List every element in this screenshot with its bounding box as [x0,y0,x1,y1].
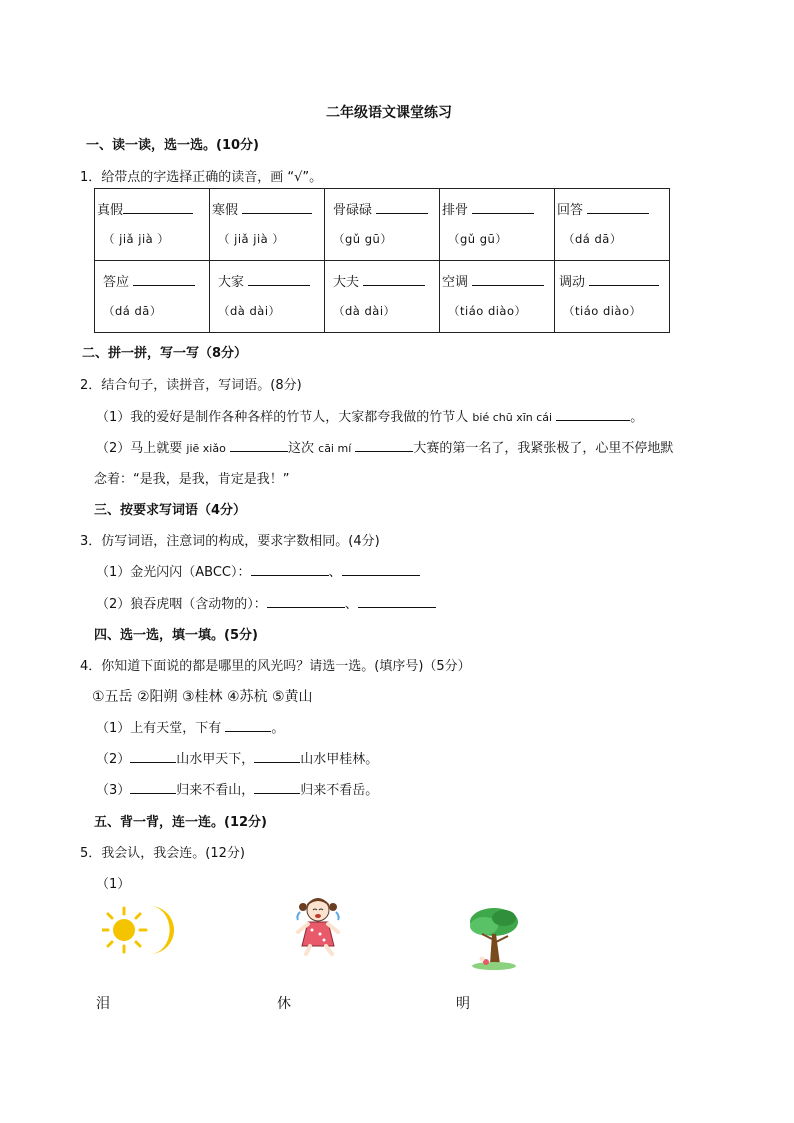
q4-l2-mid: 山水甲天下， [176,752,255,767]
q4-line-1 [96,717,284,736]
cell-pinyin: （dá dā） [563,232,622,246]
section-3-heading: 三、按要求写词语（4分） [94,503,247,518]
q2-s2-end: 大赛的第一名了，我紧张极了，心里不停地默 [413,441,674,456]
cell-pinyin: （ jiǎ jià ） [218,232,285,246]
q2-s2-pinyin-1: jiē xiǎo [186,442,226,455]
table-cell [440,189,555,261]
q3-item-2 [96,593,436,612]
q5-char-1[interactable]: 泪 [96,996,110,1012]
moon-icon [150,906,174,954]
cell-word: 调动 [559,275,586,290]
table-cell [325,189,440,261]
answer-blank[interactable] [225,731,271,732]
q5-prompt: 5．我会认，我会连。(12分) [80,846,245,861]
q4-line-3 [96,779,378,798]
q2-s2-pinyin-2: cāi mí [318,442,352,455]
table-cell [325,261,440,333]
answer-blank[interactable] [230,451,288,452]
cell-pinyin: （tiáo diào） [563,304,642,318]
answer-blank[interactable] [130,762,176,763]
q4-options: ①五岳 ②阳朔 ③桂林 ④苏杭 ⑤黄山 [92,689,313,705]
q1-prompt: 1．给带点的字选择正确的读音，画 “√”。 [80,170,323,185]
table-cell [440,261,555,333]
q4-l3-mid: 归来不看山， [176,783,255,798]
answer-blank[interactable] [254,793,300,794]
q4-l2-start: （2） [96,752,131,767]
crying-girl-picture[interactable] [288,896,348,958]
q2-sentence-1 [96,406,643,425]
q5-char-2[interactable]: 休 [277,996,291,1012]
cell-word: 回答 [557,203,584,218]
table-cell [555,189,670,261]
cell-word: 大夫 [333,275,360,290]
answer-blank[interactable] [267,607,345,608]
table-cell [210,189,325,261]
q5-char-3[interactable]: 明 [456,996,470,1012]
section-2-heading: 二、拼一拼，写一写（8分） [82,346,248,361]
q4-line-2 [96,748,378,767]
page-title: 二年级语文课堂练习 [326,105,452,121]
answer-blank[interactable] [342,575,420,576]
answer-blank[interactable] [254,762,300,763]
table-cell [555,261,670,333]
cell-word: 排骨 [442,203,469,218]
table-row [95,261,670,333]
answer-blank[interactable] [251,575,329,576]
q2-prompt: 2．结合句子，读拼音，写词语。(8分) [80,378,302,393]
cell-pinyin: （tiáo diào） [448,304,527,318]
table-cell [95,189,210,261]
q2-s1-end: 。 [630,410,644,425]
cell-pinyin: （dá dā） [103,304,162,318]
cell-pinyin: （ jiǎ jià ） [103,232,170,246]
q5-sub-label: （1） [96,877,131,892]
cell-word: 骨碌碌 [333,203,373,218]
pronunciation-table [94,188,670,333]
q4-l3-end: 归来不看岳。 [300,783,379,798]
table-row [95,189,670,261]
cell-pinyin: （gǔ gū） [333,232,393,246]
cell-pinyin: （dà dài） [218,304,281,318]
answer-blank[interactable] [556,420,630,421]
separator: 、 [344,597,358,612]
q4-l1-end: 。 [271,721,285,736]
q3-item-2-label: （2）狼吞虎咽（含动物的）： [96,597,267,612]
section-5-heading: 五、背一背，连一连。(12分) [94,815,267,830]
q3-item-1-label: （1）金光闪闪（ABCC）： [96,565,251,580]
girl-icon [297,898,338,954]
table-cell [95,261,210,333]
q4-prompt: 4．你知道下面说的都是哪里的风光吗？请选一选。(填序号)（5分） [80,659,471,674]
table-cell [210,261,325,333]
answer-blank[interactable] [358,607,436,608]
cell-word: 大家 [218,275,245,290]
q4-l3-start: （3） [96,783,131,798]
q2-sentence-2 [96,437,673,456]
cell-word: 空调 [442,275,469,290]
q2-s1-text: （1）我的爱好是制作各种各样的竹节人，大家都夸我做的竹节人 [96,410,469,425]
q2-s1-pinyin: bié chū xīn cái [472,411,553,424]
q2-s2-mid: 这次 [287,441,314,456]
q3-item-1 [96,561,420,580]
cell-word: 寒假 [212,203,239,218]
sun-icon [102,908,146,952]
sun-moon-picture[interactable] [102,902,174,958]
answer-blank[interactable] [130,793,176,794]
cell-word: 答应 [103,275,130,290]
answer-blank[interactable] [355,451,413,452]
section-4-heading: 四、选一选，填一填。(5分) [94,628,258,643]
cell-pinyin: （gǔ gū） [448,232,508,246]
q3-prompt: 3．仿写词语，注意词的构成，要求字数相同。(4分) [80,534,380,549]
tree-icon [470,908,518,970]
separator: 、 [328,565,342,580]
tree-picture[interactable] [466,904,522,972]
cell-pinyin: （dà dài） [333,304,396,318]
q2-s2-text: （2）马上就要 [96,441,183,456]
cell-word: 真假 [97,203,124,218]
q2-sentence-2-continued: 念着：“是我，是我，肯定是我！” [94,472,290,487]
section-1-heading: 一、读一读，选一选。(10分) [86,138,259,153]
q4-l1-text: （1）上有天堂，下有 [96,721,222,736]
q4-l2-end: 山水甲桂林。 [300,752,379,767]
